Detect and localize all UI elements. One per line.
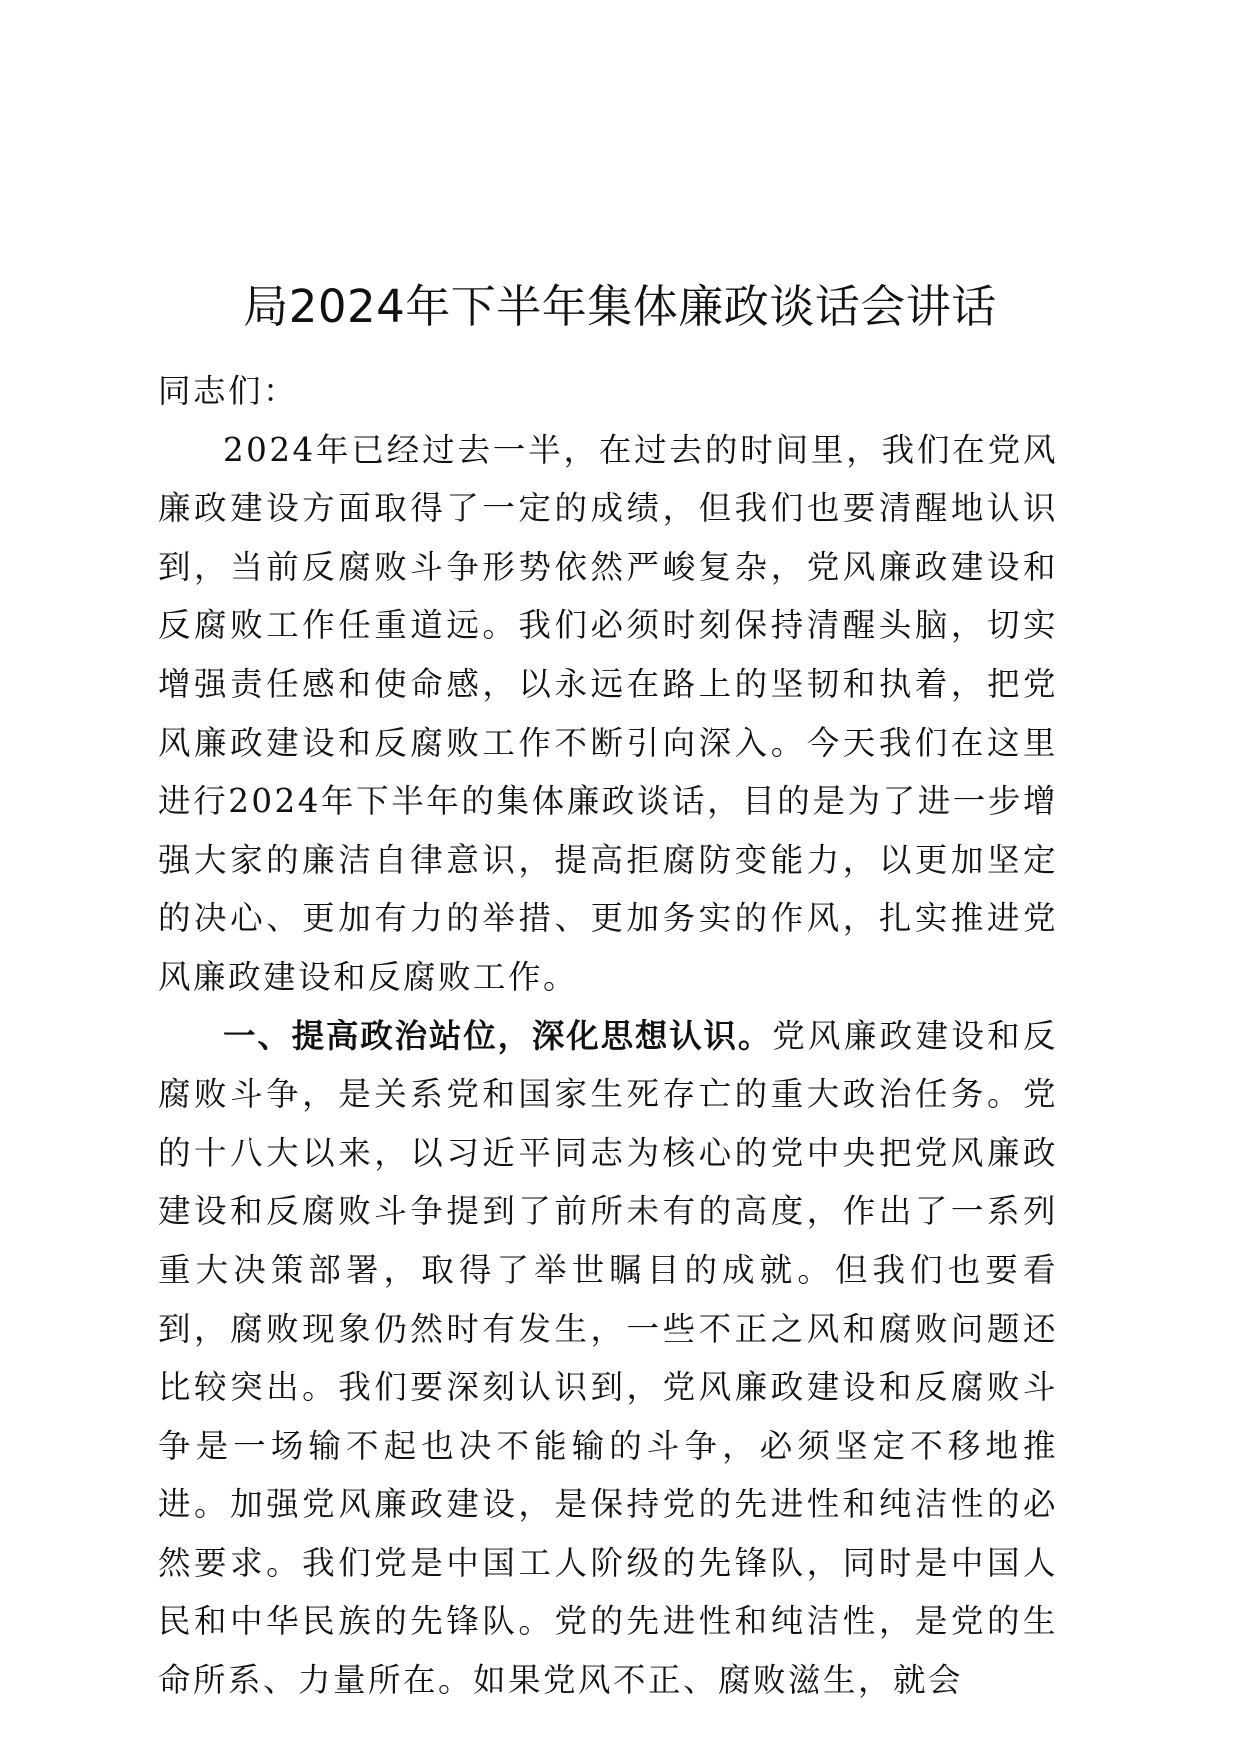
document-title: 局2024年下半年集体廉政谈话会讲话	[243, 280, 997, 333]
section-1-paragraph	[158, 1007, 1058, 1710]
salutation: 同志们：	[158, 372, 299, 410]
intro-paragraph: 2024年已经过去一半，在过去的时间里，我们在党风廉政建设方面取得了一定的成绩，但我们也要清醒地认识到，当前反腐败斗争形势依然严峻复杂，党风廉政建设和反腐败工作任重道远。我们必须时刻保持清醒头脑，切实增强责任感和使命感，以永远在路上的坚韧和执着，把党风廉政建设和反腐败工作不断引向深入。今天我们在这里进行2024年下半年的集体廉政谈话，目的是为了进一步增强大家的廉洁自律意识，提高拒腐防变能力，以更加坚定的决心、更加有力的举措、更加务实的作风，扎实推进党风廉政建设和反腐败工作。	[158, 430, 1058, 996]
section-1-text: 党风廉政建设和反腐败斗争，是关系党和国家生死存亡的重大政治任务。党的十八大以来，以习近平同志为核心的党中央把党风廉政建设和反腐败斗争提到了前所未有的高度，作出了一系列重大决策部署，取得了举世瞩目的成就。但我们也要看到，腐败现象仍然时有发生，一些不正之风和腐败问题还比较突出。我们要深刻认识到，党风廉政建设和反腐败斗争是一场输不起也决不能输的斗争，必须坚定不移地推进。加强党风廉政建设，是保持党的先进性和纯洁性的必然要求。我们党是中国工人阶级的先锋队，同时是中国人民和中华民族的先锋队。党的先进性和纯洁性，是党的生命所系、力量所在。如果党风不正、腐败滋生，就会	[158, 1016, 1058, 1700]
document-body	[158, 362, 1058, 1710]
section-1-heading: 一、提高政治站位，深化思想认识。	[223, 1016, 773, 1055]
